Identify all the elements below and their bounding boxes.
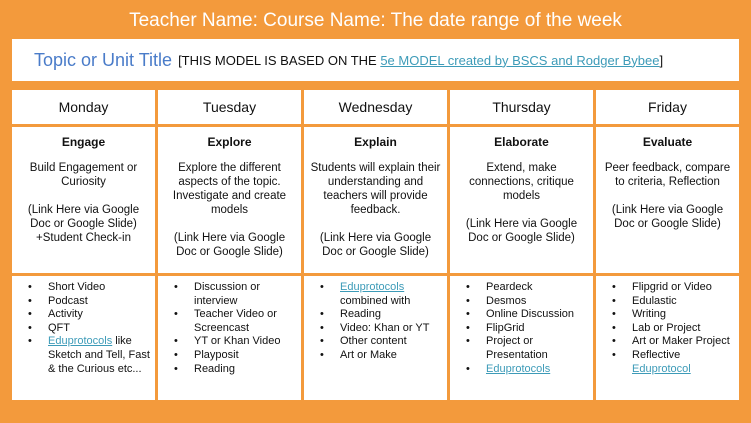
eduprotocols-link[interactable]: Eduprotocols (340, 281, 405, 293)
phase-cell-engage (12, 127, 155, 273)
list-item: • Peardeck (450, 281, 589, 295)
list-item: • Project or Presentation (450, 335, 589, 362)
list-item: • Discussion or interview (158, 281, 297, 308)
activities-wednesday (304, 276, 447, 400)
list-item: • Edulastic (596, 295, 735, 309)
list-item: • Art or Maker Project (596, 335, 735, 349)
activities-tuesday (158, 276, 301, 400)
list-item: • Short Video (12, 281, 151, 295)
list-item: • Podcast (12, 295, 151, 309)
phase-name: Evaluate (642, 135, 693, 149)
phase-cell-evaluate (596, 127, 739, 273)
day-header-monday: Monday (12, 90, 155, 124)
phase-cell-elaborate (450, 127, 593, 273)
list-item: • Flipgrid or Video (596, 281, 735, 295)
phase-link-placeholder[interactable]: (Link Here via Google Doc or Google Slide) +Student Check-in (27, 204, 140, 244)
list-item (12, 335, 151, 376)
phase-cell-explain (304, 127, 447, 273)
activity-list (12, 281, 151, 376)
phase-link-placeholder[interactable]: (Link Here via Google Doc or Google Slide) (611, 204, 724, 230)
topic-title[interactable]: Topic or Unit Title (34, 49, 173, 70)
activities-friday (596, 276, 739, 400)
list-item: • Other content (304, 335, 443, 349)
model-note-prefix: [THIS MODEL IS BASED ON THE (178, 52, 381, 68)
list-item: • Lab or Project (596, 322, 735, 336)
activities-thursday (450, 276, 593, 400)
day-header-wednesday: Wednesday (304, 90, 447, 124)
phase-description: Students will explain their understanding and teachers will provide feedback. (310, 162, 441, 216)
list-item (304, 281, 443, 308)
list-item-text: like Sketch and Tell, Fast & the Curious etc... (48, 335, 150, 375)
phase-name: Engage (61, 135, 106, 149)
activities-monday (12, 276, 155, 400)
list-item: • Video: Khan or YT (304, 322, 443, 336)
day-header-tuesday: Tuesday (158, 90, 301, 124)
list-item: • Desmos (450, 295, 589, 309)
list-item (596, 349, 735, 376)
list-item: • Writing (596, 308, 735, 322)
phase-description: Extend, make connections, critique models (469, 162, 574, 202)
phase-link-placeholder[interactable]: (Link Here via Google Doc or Google Slide) (173, 232, 286, 258)
list-item: • Activity (12, 308, 151, 322)
activity-list (596, 281, 735, 376)
list-item: • Reading (158, 363, 297, 377)
list-item: • Teacher Video or Screencast (158, 308, 297, 335)
phase-cell-explore (158, 127, 301, 273)
topic-banner (12, 39, 739, 81)
model-source-link[interactable]: 5e MODEL created by BSCS and Rodger Bybee (380, 52, 660, 68)
phase-name: Explore (207, 135, 252, 149)
activity-list (158, 281, 297, 376)
list-item: • YT or Khan Video (158, 335, 297, 349)
list-item: • Reading (304, 308, 443, 322)
eduprotocols-link[interactable]: Eduprotocols (486, 362, 551, 375)
phase-link-placeholder[interactable]: (Link Here via Google Doc or Google Slide) (319, 232, 432, 258)
model-note (178, 53, 663, 68)
weekly-plan-table (12, 90, 739, 406)
phase-description: Peer feedback, compare to criteria, Reflection (604, 162, 731, 188)
phase-link-placeholder[interactable]: (Link Here via Google Doc or Google Slide) (465, 218, 578, 244)
list-item: • FlipGrid (450, 322, 589, 336)
list-item-text: combined with (340, 294, 411, 307)
list-item: • Art or Make (304, 349, 443, 363)
list-item: • Playposit (158, 349, 297, 363)
phase-name: Explain (354, 135, 397, 149)
eduprotocol-link[interactable]: Eduprotocol (632, 362, 691, 375)
list-item-text: Reflective (632, 348, 681, 361)
activity-list (304, 281, 443, 363)
phase-name: Elaborate (494, 135, 549, 149)
page-title: Teacher Name: Course Name: The date range of the week (129, 10, 622, 31)
day-header-thursday: Thursday (450, 90, 593, 124)
day-header-friday: Friday (596, 90, 739, 124)
phase-description: Build Engagement or Curiosity (29, 162, 138, 188)
activity-list (450, 281, 589, 376)
list-item: • Online Discussion (450, 308, 589, 322)
list-item: • QFT (12, 322, 151, 336)
phase-description: Explore the different aspects of the topic. Investigate and create models (172, 162, 287, 216)
list-item (450, 363, 589, 377)
eduprotocols-link[interactable]: Eduprotocols (48, 335, 113, 348)
model-note-suffix: ] (659, 52, 664, 68)
